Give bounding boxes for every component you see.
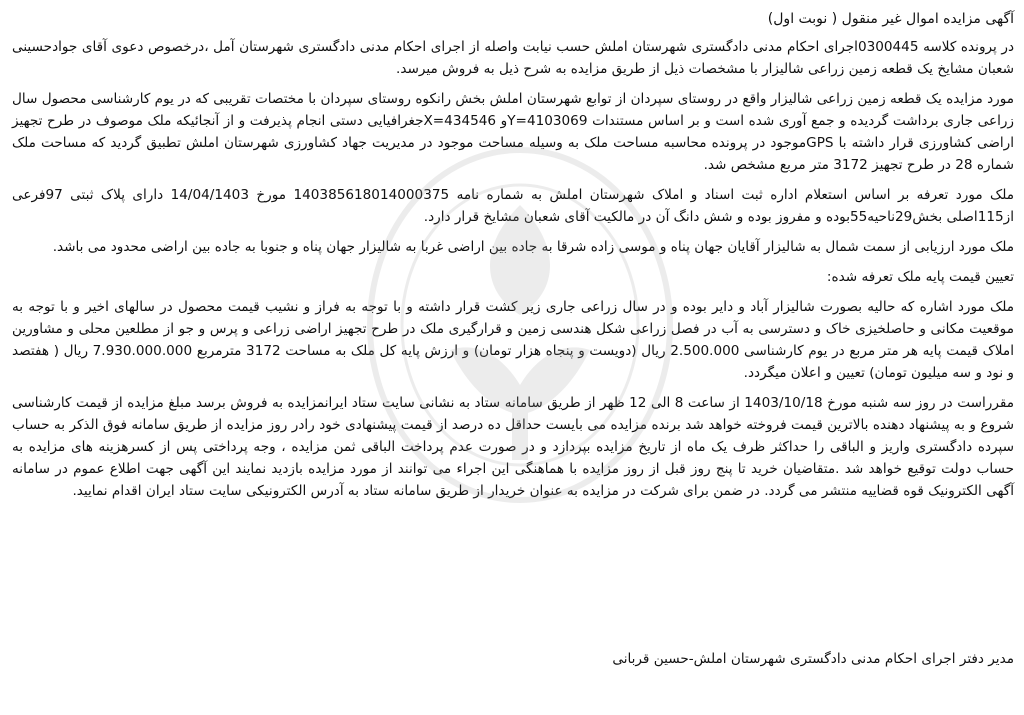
notice-paragraph-valuation: ملک مورد اشاره که حالیه بصورت شالیزار آباد و دایر بوده و در سال زراعی جاری زیر کشت قرار داشته و با توجه به فراز و نشیب قیمت محصول در سالهای اخیر و با توجه به موقعیت مکانی و حاصلخیزی خاک و دسترسی به آب در فصل زراعی شکل هندسی زمین و قرارگیری ملک در طرح تجهیز اراضی زراعی و پرس و جو از مطلعین محلی و مشاورین املاک قیمت پایه هر متر مربع در یوم کارشناسی 2.500.000 ریال (دویست و پنجاه هزار تومان) و ارزش پایه کل ملک به مساحت 3172 مترمربع 7.930.000.000 ریال ( هفتصد و نود و سه میلیون تومان) تعیین و اعلان میگردد.: [12, 299, 1014, 381]
notice-title: آگهی مزایده اموال غیر منقول ( نوبت اول): [767, 11, 1014, 27]
notice-paragraph-boundaries: ملک مورد ارزیابی از سمت شمال به شالیزار آقایان جهان پناه و موسی زاده شرقا به جاده بین اراضی غربا به شالیزار جهان پناه و جنوبا به جاده بین اراضی محدود می باشد.: [52, 239, 1014, 255]
notice-paragraph-property: مورد مزایده یک قطعه زمین زراعی شالیزار واقع در روستای سپردان از توابع شهرستان املش بخش رانکوه روستای سپردان با مختصات تقریبی که در یوم کارشناسی محصول سال زراعی جاری برداشت گردیده و جمع آوری شده است و بر اساس مستندات Y=4103069و X=434546جغرافیایی دستی انجام پذیرفت و از آنجائیکه ملک موصوف در طرح تجهیز اراضی کشاورزی قرار داشته با GPSموجود در پرونده محاسبه مساحت ملک به وسیله مساحت موجود در مدیریت جهاد کشاورزی شهرستان املش تطبیق گردید که مساحت ملک شماره 28 در طرح تجهیز 3172 متر مربع مشخص شد.: [12, 91, 1015, 173]
notice-signature: مدیر دفتر اجرای احکام مدنی دادگستری شهرستان املش-حسین قربانی: [612, 651, 1014, 667]
notice-paragraph-case: در پرونده کلاسه 0300445اجرای احکام مدنی دادگستری شهرستان املش حسب نیابت واصله از اجرای احکام مدنی دادگستری شهرستان آمل ،درخصوص دعوی آقای جوادحسینی شعبان مشایخ یک قطعه زمین زراعی شالیزار با مشخصات ذیل از طریق مزایده به شرح ذیل به فروش میرسد.: [12, 39, 1014, 77]
notice-paragraph-price-heading: تعیین قیمت پایه ملک تعرفه شده:: [826, 269, 1014, 285]
notice-paragraph-auction-terms: مقرراست در روز سه شنبه مورخ 1403/10/18 از ساعت 8 الی 12 ظهر از طریق سامانه ستاد به نشانی سایت ستاد ایرانمزایده به فروش برسد مبلغ مزایده از قیمت کارشناسی شروع و به پیشنهاد دهنده بالاترین قیمت فروخته خواهد شد برنده مزایده می بایست حداقل ده درصد از قیمت پیشنهادی خود رادر روز مزایده از طریق سامانه فوق الذکر به حساب سپرده دادگستری واریز و الباقی را حداکثر ظرف یک ماه از تاریخ مزایده بپردازد و در صورت عدم پرداخت الباقی ثمن مزایده ، وجه پرداختی پس از کسرهزینه های مزایده به حساب دولت توقیع خواهد شد .متقاضیان خرید تا پنج روز قبل از روز مزایده با هماهنگی این اجراء می توانند از مورد مزایده بازدید نمایند این آگهی جهت اطلاع عموم در سامانه آگهی الکترونیک قوه قضاییه منتشر می گردد. در ضمن برای شرکت در مزایده به عنوان خریدار از طریق سامانه ستاد به آدرس الکترونیکی سایت ستاد ایران اقدام نمایید.: [12, 395, 1014, 499]
notice-paragraph-registry: ملک مورد تعرفه بر اساس استعلام اداره ثبت اسناد و املاک شهرستان املش به شماره نامه 140385618014000375 مورخ 14/04/1403 دارای پلاک ثبتی 97فرعی از115اصلی بخش29ناحیه55بوده و مفروز بوده و شش دانگ آن در مالکیت آقای شعبان مشایخ قرار دارد.: [12, 187, 1015, 225]
